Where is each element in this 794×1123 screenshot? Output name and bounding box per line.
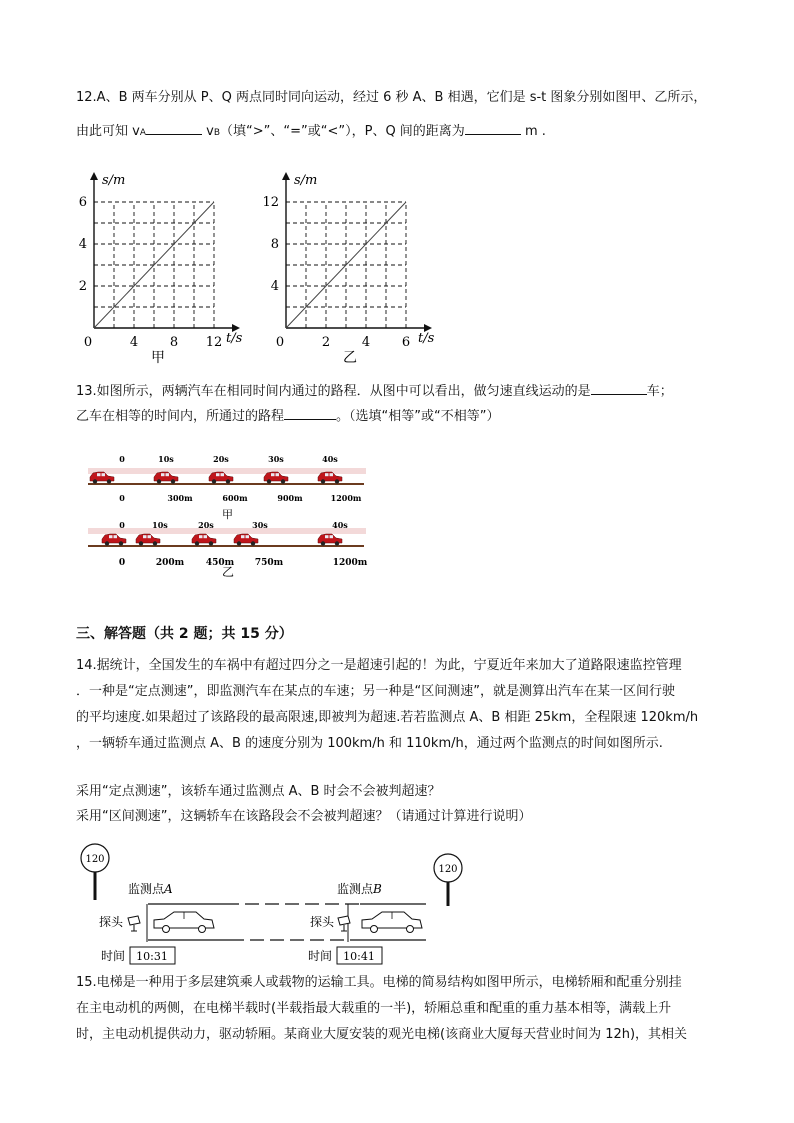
- x-tick-label: 0: [275, 335, 285, 350]
- x-axis-label: t/s: [226, 331, 243, 346]
- jia-time-label: 20s: [213, 454, 229, 464]
- probe-a-label: 探头: [99, 915, 124, 929]
- q13-text-a: 13.如图所示，两辆汽车在相同时间内通过的路程．从图中可以看出，做匀速直线运动的是: [76, 384, 591, 399]
- yi-distance-label: 750m: [254, 558, 284, 568]
- y-tick-label: 2: [78, 279, 87, 294]
- q13-line1: [76, 382, 673, 400]
- y-tick-label: 12: [262, 195, 279, 210]
- chart-jia: [70, 166, 260, 366]
- yi-time-label: 30s: [252, 520, 268, 530]
- jia-distance-label: 600m: [222, 493, 248, 503]
- q13-text-d: 。（选填“相等”或“不相等”）: [336, 409, 500, 424]
- y-tick-label: 4: [78, 237, 87, 252]
- q12-line1: 12.A、B 两车分别从 P、Q 两点同时同向运动，经过 6 秒 A、B 相遇，它们是 s-t 图象分别如图甲、乙所示，: [76, 90, 707, 105]
- q13-line2: [76, 407, 499, 425]
- x-tick-label: 4: [129, 335, 139, 350]
- chart-yi-plot: [262, 172, 434, 366]
- q14-ask2: 采用“区间测速”，这辆轿车在该路段会不会被判超速？（请通过计算进行说明）: [76, 809, 532, 824]
- y-tick-label: 4: [270, 279, 279, 294]
- car-icon: [192, 534, 216, 546]
- y-axis-label: s/m: [294, 173, 318, 188]
- probe-b-label: 探头: [310, 915, 335, 929]
- speed-sign-right: [434, 854, 462, 906]
- q13-blank-car[interactable]: [591, 382, 647, 395]
- q12-blank-va[interactable]: [146, 122, 202, 135]
- q15-p2: 在主电动机的两侧，在电梯半载时(半载指最大载重的一半)，轿厢总重和配重的重力基本相等，满载上升: [76, 1001, 672, 1016]
- q14-p2: ．一种是“定点测速”，即监测汽车在某点的车速；另一种是“区间测速”，就是测算出汽车在某一区间行驶: [76, 684, 675, 699]
- speed-sign-left: [81, 844, 109, 900]
- jia-distance-label: 1200m: [330, 493, 362, 503]
- chart-yi: [262, 166, 452, 366]
- q12-line2: [76, 122, 546, 141]
- yi-distance-label: 0: [118, 558, 126, 568]
- camera-icon: [128, 916, 140, 931]
- x-tick-label: 0: [83, 335, 93, 350]
- q13-text-b: 车；: [646, 384, 673, 399]
- monitor-b-label: 监测点B: [337, 882, 382, 896]
- q14-p1: 14.据统计，全国发生的车祸中有超过四分之一是超速引起的！为此，宁夏近年来加大了道路限速监控管理: [76, 658, 682, 673]
- q12-text-d: m .: [520, 124, 546, 139]
- jia-time-label: 10s: [158, 454, 174, 464]
- monitor-a-label: 监测点A: [128, 882, 173, 896]
- car-a: [154, 912, 214, 933]
- x-tick-label: 12: [205, 335, 223, 350]
- q12-text-b: v: [202, 124, 214, 139]
- x-tick-label: 2: [321, 335, 331, 350]
- q14-ask1: 采用“定点测速”，该轿车通过监测点 A、B 时会不会被判超速？: [76, 784, 441, 799]
- chart-title: 乙: [343, 350, 357, 366]
- chart-jia-plot: [79, 172, 243, 366]
- time-a-label: 时间: [101, 949, 126, 963]
- y-tick-label: 6: [78, 195, 87, 210]
- q12-blank-distance[interactable]: [465, 122, 521, 135]
- q14-p4: ，一辆轿车通过监测点 A、B 的速度分别为 100km/h 和 110km/h，通过两个监测点的时间如图所示.: [76, 736, 663, 751]
- car-icon: [102, 534, 126, 546]
- q12-text-c: （填“>”、“=”或“<”），P、Q 间的距离为: [220, 124, 465, 139]
- sign-left-text: 120: [85, 854, 105, 865]
- car-icon: [136, 534, 160, 546]
- jia-distance-label: 0: [119, 493, 125, 503]
- q14-p3: 的平均速度.如果超过了该路段的最高限速,即被判为超速.若若监测点 A、B 相距 25km，全程限速 120km/h: [76, 710, 699, 725]
- y-axis-arrow: [282, 172, 290, 180]
- car-icon: [234, 534, 258, 546]
- q13-car-diagram: [76, 450, 376, 582]
- yi-time-label: 40s: [332, 520, 348, 530]
- label-jia: 甲: [222, 508, 233, 521]
- q15-p3: 时，主电动机提供动力，驱动轿厢。某商业大厦安装的观光电梯(该商业大厦每天营业时间为 12h)，其相关: [76, 1027, 688, 1042]
- yi-distance-label: 1200m: [332, 558, 368, 568]
- yi-time-label: 10s: [152, 520, 168, 530]
- y-tick-label: 8: [270, 237, 279, 252]
- jia-time-label: 0: [119, 454, 125, 464]
- q12-text-a: 由此可知 v: [76, 124, 140, 139]
- x-axis-label: t/s: [418, 331, 435, 346]
- x-tick-label: 4: [361, 335, 371, 350]
- jia-time-label: 40s: [322, 454, 338, 464]
- q12-sub-a: A: [139, 128, 146, 138]
- y-axis-arrow: [90, 172, 98, 180]
- x-tick-label: 6: [401, 335, 411, 350]
- car-icon: [318, 534, 342, 546]
- q13-text-c: 乙车在相等的时间内，所通过的路程: [76, 409, 285, 424]
- yi-distance-label: 200m: [155, 558, 185, 568]
- x-tick-label: 8: [169, 335, 179, 350]
- yi-time-label: 20s: [198, 520, 214, 530]
- chart-title: 甲: [151, 350, 165, 366]
- time-b-value: 10:41: [343, 950, 375, 963]
- q15-p1: 15.电梯是一种用于多层建筑乘人或载物的运输工具。电梯的简易结构如图甲所示，电梯轿厢和配重分别挂: [76, 975, 682, 990]
- time-a-value: 10:31: [136, 950, 168, 963]
- jia-distance-label: 900m: [277, 493, 303, 503]
- label-yi: 乙: [222, 565, 235, 579]
- jia-time-label: 30s: [268, 454, 284, 464]
- time-b-label: 时间: [308, 949, 333, 963]
- section-3-title: 三、解答题（共 2 题；共 15 分）: [76, 626, 293, 642]
- q12-sub-b: B: [213, 128, 221, 138]
- sign-right-text: 120: [438, 864, 458, 875]
- car-b: [362, 912, 422, 933]
- q14-speed-diagram: [70, 838, 490, 968]
- y-axis-label: s/m: [102, 173, 126, 188]
- q13-blank-distance[interactable]: [284, 407, 336, 420]
- yi-distance-label: 450m: [205, 558, 235, 568]
- jia-distance-label: 300m: [167, 493, 193, 503]
- yi-time-label: 0: [119, 520, 125, 530]
